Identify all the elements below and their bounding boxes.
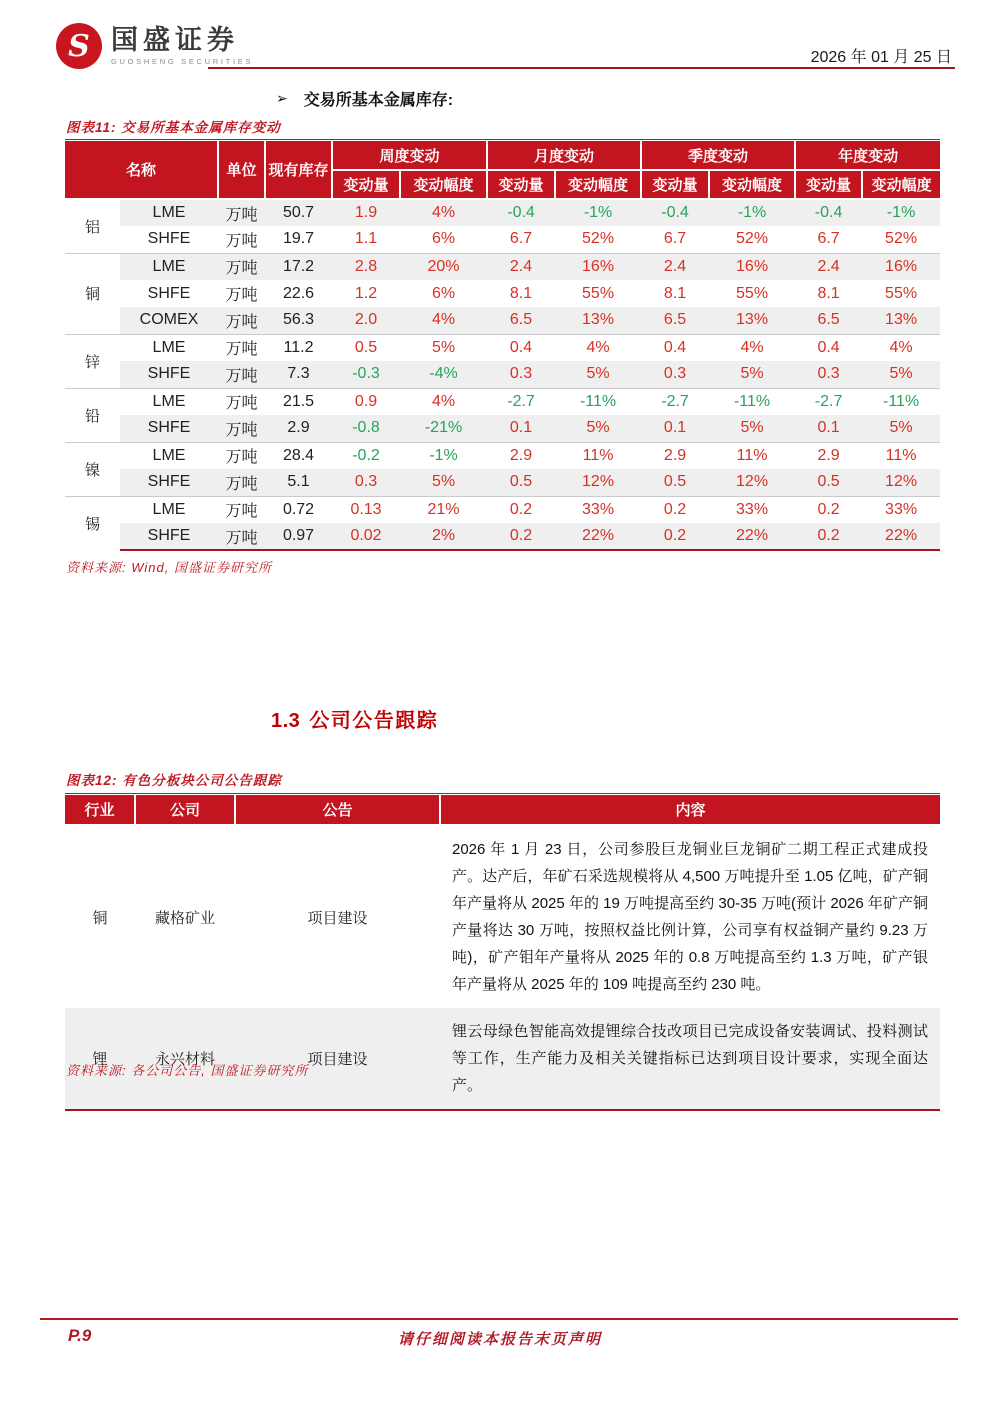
logo-name-cn: 国盛证券 — [111, 25, 239, 56]
week-amount-cell: 1.2 — [354, 284, 378, 302]
year-pct-cell: 13% — [862, 307, 940, 334]
table-row — [65, 442, 940, 469]
unit-cell: 万吨 — [218, 496, 265, 523]
inventory-cell: 0.97 — [265, 523, 332, 550]
inventory-cell: 11.2 — [265, 334, 332, 361]
col-header-week: 周度变动 — [332, 141, 487, 170]
month-amount-cell: 8.1 — [509, 284, 533, 302]
subcol-week-pct: 变动幅度 — [400, 170, 487, 199]
year-amount-cell: 0.4 — [795, 334, 862, 361]
quarter-amount-cell: 2.4 — [641, 253, 709, 280]
inventory-cell: 19.7 — [282, 230, 315, 248]
week-pct-cell: -1% — [400, 442, 487, 469]
week-amount-cell: 0.5 — [332, 334, 400, 361]
month-amount-cell: 2.9 — [487, 442, 555, 469]
logo-text — [111, 26, 253, 65]
week-amount-cell: 0.13 — [332, 496, 400, 523]
quarter-pct-cell: 13% — [709, 307, 795, 334]
table-row — [65, 825, 940, 1008]
week-pct-cell: 4% — [400, 307, 487, 334]
col-header-month: 月度变动 — [487, 141, 641, 170]
month-pct-cell: -11% — [555, 388, 641, 415]
week-amount-cell: 2.8 — [332, 253, 400, 280]
bullet-item — [276, 87, 453, 110]
year-pct-cell: -1% — [862, 199, 940, 226]
col-header-content: 内容 — [440, 795, 940, 825]
section-number: 1.3 — [271, 710, 301, 732]
col-header-announcement: 公告 — [235, 795, 440, 825]
col-header-unit: 单位 — [218, 141, 265, 199]
year-pct-cell: -11% — [862, 388, 940, 415]
exchange-cell: SHFE — [120, 469, 218, 496]
figure12-source: 资料来源: 各公司公告, 国盛证券研究所 — [66, 1063, 309, 1078]
quarter-pct-cell: 55% — [736, 284, 769, 302]
month-amount-cell: 0.1 — [487, 415, 555, 442]
inventory-cell: 50.7 — [265, 199, 332, 226]
year-amount-cell: -0.4 — [795, 199, 862, 226]
quarter-amount-cell: -0.4 — [641, 199, 709, 226]
unit-cell: 万吨 — [218, 307, 265, 334]
subcol-year-amount: 变动量 — [795, 170, 862, 199]
figure12-caption: 图表12: 有色分板块公司公告跟踪 — [66, 773, 282, 788]
year-pct-cell: 52% — [885, 230, 918, 248]
inventory-cell: 28.4 — [265, 442, 332, 469]
metal-cell: 锡 — [65, 496, 120, 550]
month-pct-cell: 11% — [555, 442, 641, 469]
year-pct-cell: 33% — [862, 496, 940, 523]
col-header-company: 公司 — [135, 795, 235, 825]
table-row — [65, 307, 940, 334]
exchange-cell: SHFE — [120, 415, 218, 442]
year-pct-cell: 11% — [862, 442, 940, 469]
col-header-name: 名称 — [65, 141, 218, 199]
metal-inventory-table — [65, 141, 940, 551]
col-header-inventory: 现有库存 — [265, 141, 332, 199]
quarter-amount-cell: 0.5 — [641, 469, 709, 496]
unit-cell: 万吨 — [218, 199, 265, 226]
table-row — [65, 253, 940, 280]
week-amount-cell: -0.2 — [332, 442, 400, 469]
exchange-cell: LME — [120, 334, 218, 361]
month-amount-cell: 2.4 — [487, 253, 555, 280]
unit-cell: 万吨 — [218, 523, 265, 550]
quarter-pct-cell: -11% — [709, 388, 795, 415]
table-row — [65, 1008, 940, 1110]
quarter-pct-cell: 16% — [709, 253, 795, 280]
announcement-cell: 项目建设 — [307, 909, 368, 927]
year-pct-cell: 22% — [862, 523, 940, 550]
company-cell: 藏格矿业 — [154, 909, 215, 927]
content-cell: 2026 年 1 月 23 日，公司参股巨龙铜业巨龙铜矿二期工程正式建成投产。达产后，年矿石采选规模将从 4,500 万吨提升至 1.05 亿吨，矿产铜年产量将从 2025 年的 19 万吨提高至约 30-35 万吨(预计 2026 年矿产铜产量将达 30 万吨，按照权益比例计算，公司享有权益铜产量约 9.23 万吨)，矿产钼年产量将从 2025 年的 0.8 万吨提高至约 1.3 万吨，矿产银年产量将从 2025 年的 109 吨提高至约 230 吨。 — [452, 841, 928, 993]
quarter-amount-cell: 0.1 — [641, 415, 709, 442]
industry-cell: 铜 — [92, 909, 108, 927]
unit-cell: 万吨 — [218, 388, 265, 415]
month-pct-cell: -1% — [555, 199, 641, 226]
inventory-cell: 56.3 — [265, 307, 332, 334]
year-amount-cell: 0.3 — [795, 361, 862, 388]
header-divider — [208, 67, 955, 69]
quarter-amount-cell: 8.1 — [663, 284, 687, 302]
month-pct-cell: 5% — [555, 415, 641, 442]
metal-cell: 铝 — [65, 199, 120, 253]
table-row — [65, 280, 940, 307]
quarter-amount-cell: 0.4 — [641, 334, 709, 361]
subcol-quarter-pct: 变动幅度 — [709, 170, 795, 199]
quarter-amount-cell: 0.2 — [641, 523, 709, 550]
quarter-amount-cell: -2.7 — [641, 388, 709, 415]
table-row — [65, 496, 940, 523]
inventory-cell: 17.2 — [265, 253, 332, 280]
unit-cell: 万吨 — [218, 361, 265, 388]
quarter-amount-cell: 2.9 — [641, 442, 709, 469]
year-amount-cell: 2.4 — [795, 253, 862, 280]
table-row — [65, 523, 940, 550]
exchange-cell: SHFE — [147, 230, 191, 248]
month-amount-cell: 6.7 — [509, 230, 533, 248]
exchange-cell: SHFE — [120, 523, 218, 550]
week-amount-cell: 0.9 — [332, 388, 400, 415]
quarter-pct-cell: 4% — [709, 334, 795, 361]
unit-cell: 万吨 — [218, 253, 265, 280]
week-pct-cell: -4% — [400, 361, 487, 388]
week-pct-cell: 6% — [431, 284, 456, 302]
exchange-cell: SHFE — [120, 361, 218, 388]
year-amount-cell: 6.5 — [795, 307, 862, 334]
inventory-cell: 7.3 — [265, 361, 332, 388]
section-title: 公司公告跟踪 — [309, 710, 439, 732]
quarter-amount-cell: 0.2 — [641, 496, 709, 523]
month-pct-cell: 33% — [555, 496, 641, 523]
month-pct-cell: 52% — [582, 230, 615, 248]
figure11-caption: 图表11: 交易所基本金属库存变动 — [66, 120, 281, 135]
quarter-pct-cell: 11% — [709, 442, 795, 469]
unit-cell: 万吨 — [225, 287, 258, 304]
metal-cell: 锌 — [65, 334, 120, 388]
content-cell: 锂云母绿色智能高效提锂综合技改项目已完成设备安装调试、投料测试等工作，生产能力及相关关键指标已达到项目设计要求，实现全面达产。 — [440, 1008, 940, 1110]
exchange-cell: LME — [120, 442, 218, 469]
subcol-quarter-amount: 变动量 — [641, 170, 709, 199]
year-pct-cell: 12% — [862, 469, 940, 496]
year-amount-cell: 0.2 — [795, 523, 862, 550]
year-pct-cell: 16% — [862, 253, 940, 280]
year-pct-cell: 5% — [862, 361, 940, 388]
unit-cell: 万吨 — [225, 232, 258, 250]
col-header-industry: 行业 — [65, 795, 135, 825]
inventory-cell: 22.6 — [282, 284, 315, 302]
quarter-pct-cell: 12% — [709, 469, 795, 496]
company-logo — [55, 22, 253, 70]
col-header-quarter: 季度变动 — [641, 141, 795, 170]
quarter-pct-cell: 5% — [709, 361, 795, 388]
quarter-pct-cell: 33% — [709, 496, 795, 523]
table-row — [65, 469, 940, 496]
unit-cell: 万吨 — [218, 469, 265, 496]
metal-cell: 铅 — [65, 388, 120, 442]
footer-disclaimer: 请仔细阅读本报告末页声明 — [397, 1331, 602, 1348]
week-pct-cell: 6% — [431, 230, 456, 248]
month-pct-cell: 22% — [555, 523, 641, 550]
subcol-year-pct: 变动幅度 — [862, 170, 940, 199]
month-pct-cell: 13% — [555, 307, 641, 334]
exchange-cell: LME — [120, 199, 218, 226]
month-pct-cell: 16% — [555, 253, 641, 280]
industry-cell: 锂 — [65, 1008, 135, 1110]
year-pct-cell: 55% — [885, 284, 918, 302]
week-pct-cell: -21% — [400, 415, 487, 442]
col-header-year: 年度变动 — [795, 141, 940, 170]
quarter-amount-cell: 6.7 — [663, 230, 687, 248]
year-amount-cell: -2.7 — [795, 388, 862, 415]
inventory-cell: 21.5 — [265, 388, 332, 415]
svg-text:S: S — [68, 29, 90, 64]
guosheng-logo-icon — [55, 22, 103, 70]
year-pct-cell: 4% — [862, 334, 940, 361]
year-pct-cell: 5% — [862, 415, 940, 442]
inventory-cell: 2.9 — [265, 415, 332, 442]
week-amount-cell: 1.1 — [354, 230, 378, 248]
exchange-cell: LME — [120, 496, 218, 523]
year-amount-cell: 6.7 — [817, 230, 840, 248]
unit-cell: 万吨 — [218, 415, 265, 442]
arrow-bullet-icon: ➢ — [276, 90, 288, 106]
week-amount-cell: -0.8 — [332, 415, 400, 442]
week-pct-cell: 2% — [400, 523, 487, 550]
section-heading-1-3 — [271, 704, 438, 733]
page-number: P.9 — [68, 1326, 92, 1345]
month-amount-cell: 6.5 — [487, 307, 555, 334]
year-amount-cell: 0.2 — [795, 496, 862, 523]
year-amount-cell: 8.1 — [817, 284, 840, 302]
unit-cell: 万吨 — [218, 334, 265, 361]
figure11-caption-rule — [65, 139, 940, 140]
report-date: 2026 年 01 月 25 日 — [810, 49, 952, 66]
company-cell: 永兴材料 — [135, 1008, 235, 1110]
table-row — [65, 199, 940, 226]
exchange-cell: LME — [120, 253, 218, 280]
year-amount-cell: 0.5 — [795, 469, 862, 496]
week-pct-cell: 5% — [400, 469, 487, 496]
exchange-cell: SHFE — [147, 284, 191, 302]
metal-cell: 铜 — [65, 253, 120, 334]
announcement-cell: 项目建设 — [235, 1008, 440, 1110]
month-pct-cell: 4% — [555, 334, 641, 361]
subcol-week-amount: 变动量 — [332, 170, 400, 199]
week-amount-cell: -0.3 — [332, 361, 400, 388]
subcol-month-amount: 变动量 — [487, 170, 555, 199]
table-row — [65, 388, 940, 415]
month-amount-cell: -0.4 — [487, 199, 555, 226]
exchange-cell: COMEX — [120, 307, 218, 334]
week-pct-cell: 5% — [400, 334, 487, 361]
logo-name-en: GUOSHENG SECURITIES — [111, 56, 254, 66]
week-amount-cell: 0.3 — [332, 469, 400, 496]
table-row — [65, 361, 940, 388]
figure11-source: 资料来源: Wind, 国盛证券研究所 — [66, 560, 272, 575]
quarter-pct-cell: 52% — [736, 230, 769, 248]
quarter-amount-cell: 6.5 — [641, 307, 709, 334]
figure12-caption-rule — [65, 793, 940, 794]
month-pct-cell: 55% — [582, 284, 615, 302]
quarter-pct-cell: 5% — [709, 415, 795, 442]
month-amount-cell: 0.3 — [487, 361, 555, 388]
metal-cell: 镍 — [65, 442, 120, 496]
week-pct-cell: 4% — [400, 199, 487, 226]
month-amount-cell: 0.4 — [487, 334, 555, 361]
week-amount-cell: 0.02 — [332, 523, 400, 550]
subcol-month-pct: 变动幅度 — [555, 170, 641, 199]
inventory-cell: 5.1 — [265, 469, 332, 496]
month-amount-cell: -2.7 — [487, 388, 555, 415]
bullet-text: 交易所基本金属库存: — [303, 92, 454, 109]
table-row — [65, 334, 940, 361]
week-pct-cell: 20% — [400, 253, 487, 280]
month-amount-cell: 0.2 — [487, 496, 555, 523]
footer-divider — [40, 1318, 958, 1320]
quarter-amount-cell: 0.3 — [641, 361, 709, 388]
year-amount-cell: 2.9 — [795, 442, 862, 469]
unit-cell: 万吨 — [218, 442, 265, 469]
exchange-cell: LME — [120, 388, 218, 415]
year-amount-cell: 0.1 — [795, 415, 862, 442]
week-pct-cell: 21% — [400, 496, 487, 523]
month-pct-cell: 5% — [555, 361, 641, 388]
table-row — [65, 226, 940, 253]
month-pct-cell: 12% — [555, 469, 641, 496]
week-amount-cell: 1.9 — [332, 199, 400, 226]
week-pct-cell: 4% — [400, 388, 487, 415]
table-row — [65, 415, 940, 442]
quarter-pct-cell: -1% — [709, 199, 795, 226]
month-amount-cell: 0.2 — [487, 523, 555, 550]
week-amount-cell: 2.0 — [332, 307, 400, 334]
quarter-pct-cell: 22% — [709, 523, 795, 550]
month-amount-cell: 0.5 — [487, 469, 555, 496]
inventory-cell: 0.72 — [265, 496, 332, 523]
